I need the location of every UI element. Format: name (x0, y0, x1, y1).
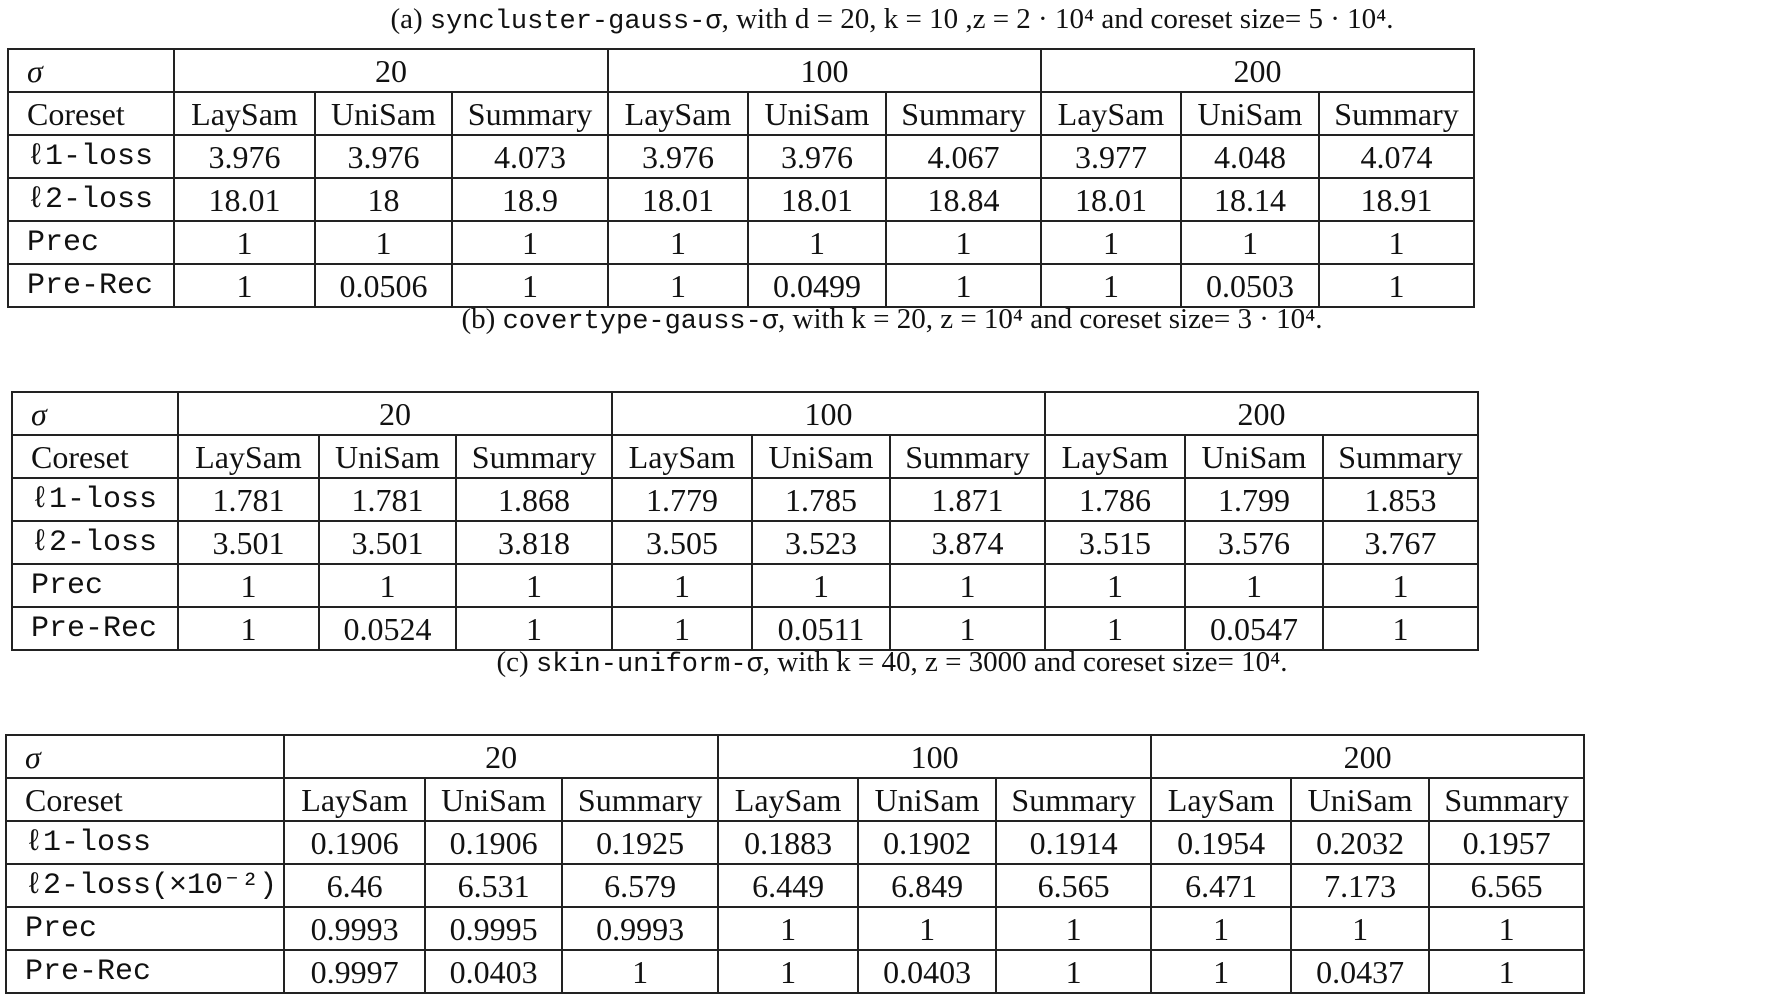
value-cell: 1.871 (890, 478, 1045, 521)
sigma-header-row (12, 392, 1478, 435)
value-cell: 3.976 (315, 135, 452, 178)
method-header-cell: LaySam (1045, 435, 1185, 478)
value-cell: 6.449 (718, 864, 858, 907)
method-header-cell: LaySam (1151, 778, 1291, 821)
metric-label-cell: Pre-Rec (6, 950, 284, 993)
value-cell: 3.576 (1185, 521, 1323, 564)
coreset-header-row (6, 778, 1584, 821)
value-cell: 1 (748, 221, 886, 264)
value-cell: 1 (1185, 564, 1323, 607)
value-cell: 0.2032 (1291, 821, 1429, 864)
sigma-label-cell: σ (6, 735, 284, 778)
table-row (12, 478, 1478, 521)
caption-a-label: (a) (390, 3, 423, 35)
value-cell: 1.853 (1323, 478, 1478, 521)
caption-b-text: , with k = 20, z = 10⁴ and coreset size= 3 · 10⁴. (778, 303, 1323, 335)
value-cell: 1 (1181, 221, 1319, 264)
caption-c-dataset: skin-uniform-σ (535, 650, 763, 680)
value-cell: 0.0437 (1291, 950, 1429, 993)
table-row (8, 178, 1474, 221)
value-cell: 1 (1323, 564, 1478, 607)
value-cell: 0.9993 (562, 907, 718, 950)
value-cell: 0.1957 (1429, 821, 1584, 864)
caption-a-text: , with d = 20, k = 10 ,z = 2 · 10⁴ and coreset size= 5 · 10⁴. (721, 3, 1394, 35)
value-cell: 1 (456, 607, 612, 650)
value-cell: 1 (1041, 264, 1181, 307)
value-cell: 1 (178, 607, 319, 650)
method-header-cell: LaySam (174, 92, 315, 135)
method-header-cell: Summary (890, 435, 1045, 478)
value-cell: 1 (1151, 907, 1291, 950)
sigma-value-cell: 100 (718, 735, 1151, 778)
method-header-cell: LaySam (608, 92, 748, 135)
value-cell: 0.0499 (748, 264, 886, 307)
value-cell: 1 (1045, 607, 1185, 650)
value-cell: 1 (752, 564, 890, 607)
value-cell: 18.84 (886, 178, 1041, 221)
value-cell: 0.0524 (319, 607, 456, 650)
value-cell: 3.767 (1323, 521, 1478, 564)
table-row (6, 821, 1584, 864)
results-table-b (11, 391, 1479, 651)
method-header-cell: Summary (996, 778, 1151, 821)
value-cell: 0.0506 (315, 264, 452, 307)
value-cell: 1 (996, 907, 1151, 950)
method-header-cell: LaySam (284, 778, 425, 821)
value-cell: 1 (452, 221, 608, 264)
value-cell: 1 (996, 950, 1151, 993)
value-cell: 1 (1041, 221, 1181, 264)
value-cell: 0.0511 (752, 607, 890, 650)
sigma-label-cell: σ (8, 49, 174, 92)
method-header-cell: Summary (562, 778, 718, 821)
value-cell: 1 (315, 221, 452, 264)
method-header-cell: Summary (1319, 92, 1474, 135)
caption-a-dataset: syncluster-gauss-σ (429, 7, 722, 37)
method-header-cell: UniSam (1291, 778, 1429, 821)
value-cell: 18.01 (174, 178, 315, 221)
value-cell: 18.01 (608, 178, 748, 221)
value-cell: 3.976 (174, 135, 315, 178)
method-header-cell: UniSam (319, 435, 456, 478)
value-cell: 6.565 (1429, 864, 1584, 907)
metric-label-cell: Pre-Rec (8, 264, 174, 307)
value-cell: 18.14 (1181, 178, 1319, 221)
value-cell: 1 (890, 564, 1045, 607)
value-cell: 0.0403 (425, 950, 562, 993)
value-cell: 1 (178, 564, 319, 607)
method-header-cell: UniSam (748, 92, 886, 135)
method-header-cell: Summary (456, 435, 612, 478)
value-cell: 0.1954 (1151, 821, 1291, 864)
value-cell: 0.1883 (718, 821, 858, 864)
table-row (6, 907, 1584, 950)
value-cell: 3.515 (1045, 521, 1185, 564)
value-cell: 1 (608, 264, 748, 307)
value-cell: 1 (612, 564, 752, 607)
sigma-value-cell: 100 (608, 49, 1041, 92)
results-table-a (7, 48, 1475, 308)
coreset-header-row (8, 92, 1474, 135)
value-cell: 18.91 (1319, 178, 1474, 221)
caption-c-label: (c) (496, 646, 529, 678)
value-cell: 1 (1429, 950, 1584, 993)
metric-label-cell: ℓ1-loss (6, 821, 284, 864)
value-cell: 18 (315, 178, 452, 221)
value-cell: 1 (718, 907, 858, 950)
table-row (12, 521, 1478, 564)
metric-label-cell: ℓ1-loss (8, 135, 174, 178)
value-cell: 1.799 (1185, 478, 1323, 521)
value-cell: 1 (319, 564, 456, 607)
metric-label-cell: ℓ2-loss (12, 521, 178, 564)
value-cell: 1 (608, 221, 748, 264)
caption-a (0, 2, 1784, 39)
value-cell: 1 (612, 607, 752, 650)
table-row (12, 564, 1478, 607)
table-row (8, 264, 1474, 307)
table-row (6, 864, 1584, 907)
value-cell: 1 (886, 221, 1041, 264)
value-cell: 1 (1319, 221, 1474, 264)
value-cell: 4.067 (886, 135, 1041, 178)
metric-label-cell: ℓ1-loss (12, 478, 178, 521)
value-cell: 6.531 (425, 864, 562, 907)
value-cell: 1.781 (319, 478, 456, 521)
metric-label-cell: ℓ2-loss(×10⁻²) (6, 864, 284, 907)
results-table-c (5, 734, 1585, 994)
value-cell: 3.501 (178, 521, 319, 564)
caption-b-label: (b) (461, 303, 496, 335)
value-cell: 6.849 (858, 864, 996, 907)
value-cell: 0.1906 (284, 821, 425, 864)
value-cell: 0.9995 (425, 907, 562, 950)
value-cell: 0.1902 (858, 821, 996, 864)
value-cell: 6.565 (996, 864, 1151, 907)
value-cell: 1 (452, 264, 608, 307)
value-cell: 3.977 (1041, 135, 1181, 178)
value-cell: 1 (890, 607, 1045, 650)
method-header-cell: LaySam (178, 435, 319, 478)
method-header-cell: LaySam (612, 435, 752, 478)
value-cell: 1.785 (752, 478, 890, 521)
value-cell: 18.01 (748, 178, 886, 221)
method-header-cell: Summary (452, 92, 608, 135)
value-cell: 0.9993 (284, 907, 425, 950)
value-cell: 1.781 (178, 478, 319, 521)
table-row (8, 221, 1474, 264)
value-cell: 1.779 (612, 478, 752, 521)
value-cell: 3.523 (752, 521, 890, 564)
value-cell: 0.1914 (996, 821, 1151, 864)
sigma-value-cell: 200 (1045, 392, 1478, 435)
caption-c (0, 645, 1784, 682)
coreset-label-cell: Coreset (6, 778, 284, 821)
value-cell: 1 (174, 221, 315, 264)
method-header-cell: UniSam (858, 778, 996, 821)
value-cell: 18.9 (452, 178, 608, 221)
sigma-value-cell: 20 (174, 49, 608, 92)
sigma-header-row (8, 49, 1474, 92)
value-cell: 0.1906 (425, 821, 562, 864)
value-cell: 1 (718, 950, 858, 993)
value-cell: 1.868 (456, 478, 612, 521)
method-header-cell: LaySam (718, 778, 858, 821)
value-cell: 0.0503 (1181, 264, 1319, 307)
sigma-header-row (6, 735, 1584, 778)
coreset-header-row (12, 435, 1478, 478)
value-cell: 6.46 (284, 864, 425, 907)
value-cell: 1 (1319, 264, 1474, 307)
method-header-cell: UniSam (1181, 92, 1319, 135)
value-cell: 7.173 (1291, 864, 1429, 907)
metric-label-cell: Pre-Rec (12, 607, 178, 650)
value-cell: 1 (1045, 564, 1185, 607)
method-header-cell: UniSam (315, 92, 452, 135)
value-cell: 3.501 (319, 521, 456, 564)
value-cell: 3.505 (612, 521, 752, 564)
sigma-label-cell: σ (12, 392, 178, 435)
value-cell: 3.874 (890, 521, 1045, 564)
value-cell: 1 (1151, 950, 1291, 993)
sigma-value-cell: 200 (1151, 735, 1584, 778)
method-header-cell: Summary (1429, 778, 1584, 821)
value-cell: 0.0547 (1185, 607, 1323, 650)
metric-label-cell: Prec (8, 221, 174, 264)
metric-label-cell: Prec (6, 907, 284, 950)
value-cell: 1 (1323, 607, 1478, 650)
sigma-value-cell: 20 (284, 735, 718, 778)
method-header-cell: UniSam (1185, 435, 1323, 478)
caption-b (0, 302, 1784, 339)
value-cell: 3.976 (608, 135, 748, 178)
metric-label-cell: ℓ2-loss (8, 178, 174, 221)
method-header-cell: LaySam (1041, 92, 1181, 135)
value-cell: 18.01 (1041, 178, 1181, 221)
table-row (6, 950, 1584, 993)
sigma-value-cell: 20 (178, 392, 612, 435)
value-cell: 1 (562, 950, 718, 993)
value-cell: 0.9997 (284, 950, 425, 993)
caption-c-text: , with k = 40, z = 3000 and coreset size= 10⁴. (762, 646, 1288, 678)
value-cell: 0.1925 (562, 821, 718, 864)
value-cell: 1 (886, 264, 1041, 307)
coreset-label-cell: Coreset (8, 92, 174, 135)
sigma-value-cell: 200 (1041, 49, 1474, 92)
value-cell: 4.074 (1319, 135, 1474, 178)
value-cell: 1.786 (1045, 478, 1185, 521)
value-cell: 1 (174, 264, 315, 307)
value-cell: 3.818 (456, 521, 612, 564)
value-cell: 3.976 (748, 135, 886, 178)
method-header-cell: UniSam (752, 435, 890, 478)
value-cell: 1 (1429, 907, 1584, 950)
method-header-cell: UniSam (425, 778, 562, 821)
caption-b-dataset: covertype-gauss-σ (502, 307, 779, 337)
method-header-cell: Summary (886, 92, 1041, 135)
sigma-value-cell: 100 (612, 392, 1045, 435)
value-cell: 1 (456, 564, 612, 607)
method-header-cell: Summary (1323, 435, 1478, 478)
value-cell: 1 (858, 907, 996, 950)
value-cell: 4.048 (1181, 135, 1319, 178)
value-cell: 6.471 (1151, 864, 1291, 907)
value-cell: 4.073 (452, 135, 608, 178)
table-row (8, 135, 1474, 178)
metric-label-cell: Prec (12, 564, 178, 607)
coreset-label-cell: Coreset (12, 435, 178, 478)
value-cell: 1 (1291, 907, 1429, 950)
value-cell: 6.579 (562, 864, 718, 907)
value-cell: 0.0403 (858, 950, 996, 993)
table-row (12, 607, 1478, 650)
